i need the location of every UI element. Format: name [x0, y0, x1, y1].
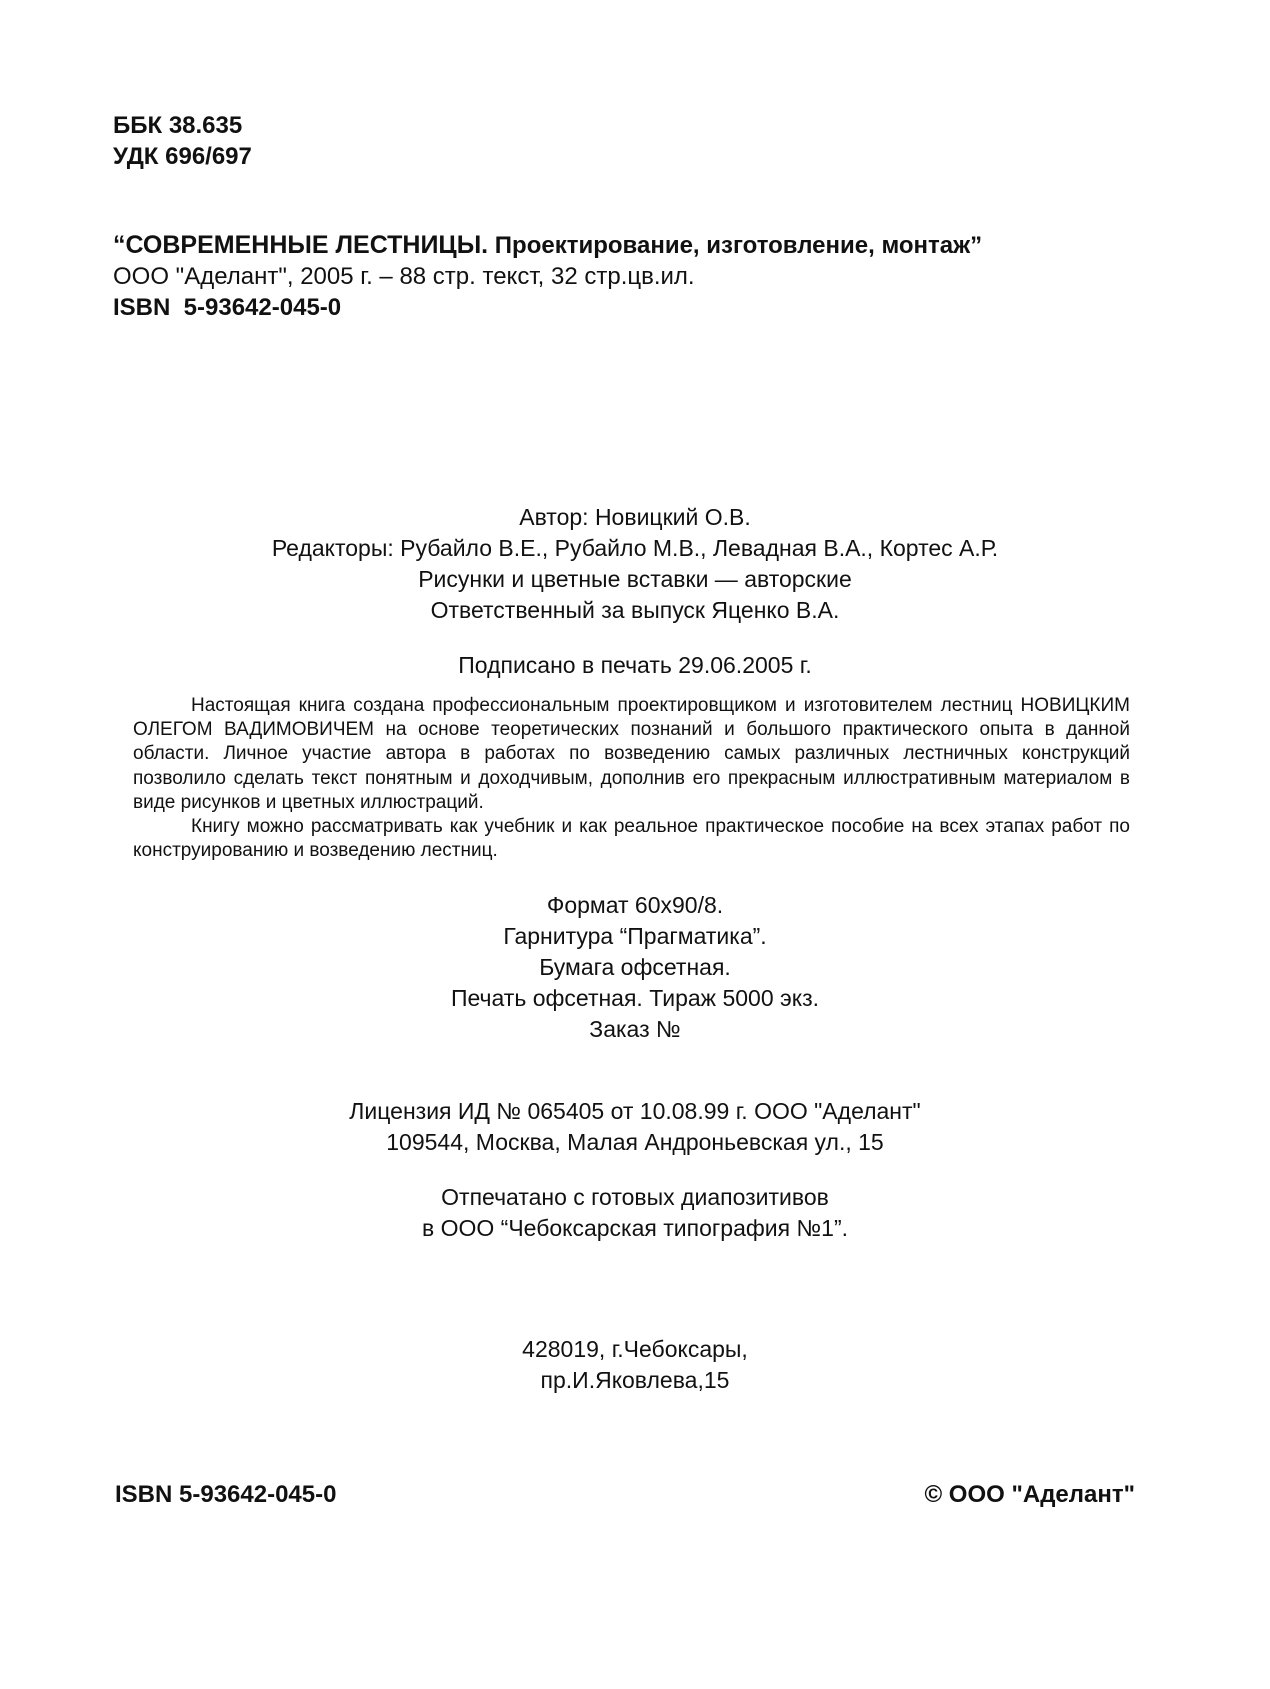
- book-description: [133, 694, 1130, 863]
- signed-to-print: Подписано в печать 29.06.2005 г.: [458, 652, 812, 678]
- book-title-sub: Проектирование, изготовление, монтаж”: [488, 232, 983, 259]
- printed-by: [0, 1182, 1270, 1244]
- author-line: Автор: Новицкий О.В.: [519, 504, 751, 530]
- book-title-main: “СОВРЕМЕННЫЕ ЛЕСТНИЦЫ.: [113, 231, 489, 259]
- printed-line-1: Отпечатано с готовых диапозитивов: [441, 1184, 829, 1210]
- illustrations-line: Рисунки и цветные вставки — авторские: [418, 566, 852, 592]
- license-line-2: 109544, Москва, Малая Андроньевская ул., 15: [386, 1129, 884, 1155]
- publisher-line: ООО "Аделант", 2005 г. – 88 стр. текст, 32 стр.цв.ил.: [113, 263, 695, 290]
- print-run-line: Печать офсетная. Тираж 5000 экз.: [450, 985, 820, 1011]
- typeface-line: Гарнитура “Прагматика”.: [503, 923, 767, 949]
- editors-line: Редакторы: Рубайло В.Е., Рубайло М.В., Левадная В.А., Кортес А.Р.: [271, 535, 999, 561]
- title-block: [113, 230, 982, 323]
- order-line: Заказ №: [589, 1016, 681, 1042]
- responsible-line: Ответственный за выпуск Яценко В.А.: [430, 597, 840, 623]
- footer-copyright: © ООО "Аделант": [924, 1481, 1135, 1508]
- printed-line-2: в ООО “Чебоксарская типография №1”.: [422, 1215, 848, 1241]
- isbn-line: ISBN 5-93642-045-0: [113, 294, 342, 321]
- format-line: Формат 60х90/8.: [546, 892, 724, 918]
- address-line-2: пр.И.Яковлева,15: [540, 1367, 730, 1393]
- bbk-code: ББК 38.635: [113, 112, 243, 139]
- license-line-1: Лицензия ИД № 065405 от 10.08.99 г. ООО "Аделант": [349, 1098, 921, 1124]
- book-title: [113, 230, 982, 261]
- paper-line: Бумага офсетная.: [539, 954, 731, 980]
- credits: [0, 502, 1270, 626]
- description-paragraph-1: Настоящая книга создана профессиональным проектировщиком и изготовителем лестниц НОВИЦКИМ ОЛЕГОМ ВАДИМОВИЧЕМ на основе теоретических познаний и большого практического опыта в данной области. Личное участие автора в работах по возведению самых различных лестничных конструкций позволило сделать текст понятным и доходчивым, дополнив его прекрасным иллюстративным материалом в виде рисунков и цветных иллюстраций.: [133, 695, 1130, 813]
- printer-address: [0, 1334, 1270, 1396]
- license: [0, 1096, 1270, 1158]
- footer-isbn: ISBN 5-93642-045-0: [115, 1481, 337, 1508]
- print-specs: [0, 890, 1270, 1045]
- address-line-1: 428019, г.Чебоксары,: [522, 1336, 748, 1362]
- description-paragraph-2: Книгу можно рассматривать как учебник и как реальное практическое пособие на всех этапах работ по конструированию и возведению лестниц.: [133, 816, 1130, 862]
- udk-code: УДК 696/697: [113, 143, 252, 170]
- classification-codes: [113, 110, 252, 172]
